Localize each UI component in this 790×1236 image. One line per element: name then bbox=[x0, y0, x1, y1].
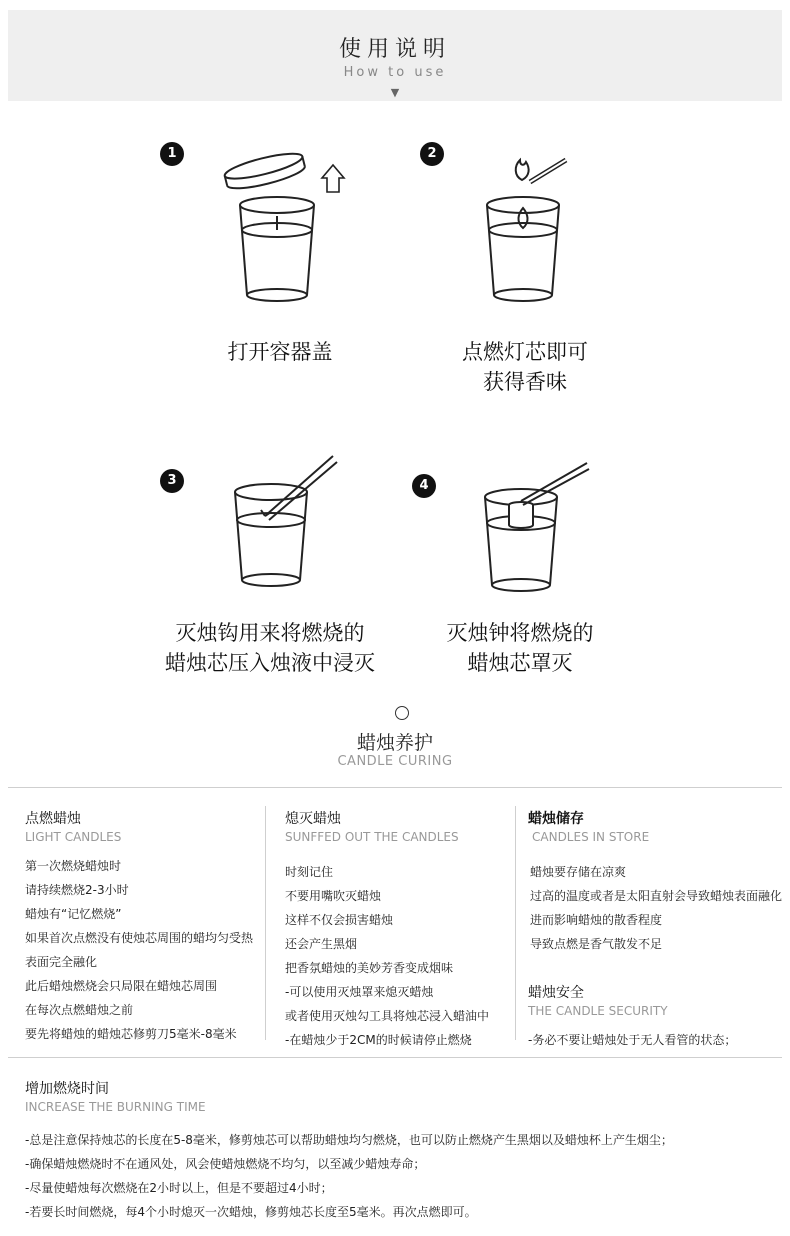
circle-icon bbox=[395, 706, 409, 720]
text-line: 此后蜡烛燃烧会只局限在蜡烛芯周围 bbox=[25, 979, 218, 993]
step-1-caption bbox=[180, 337, 380, 367]
text-line: 不要用嘴吹灭蜡烛 bbox=[285, 889, 382, 903]
step-1-caption-line: 打开容器盖 bbox=[227, 340, 333, 364]
text-line: 蜡烛有“记忆燃烧” bbox=[25, 907, 122, 921]
column-subtitle: SUNFFED OUT THE CANDLES bbox=[285, 830, 459, 844]
text-line: 或者使用灭烛勾工具将烛芯浸入蜡油中 bbox=[285, 1009, 490, 1023]
text-line: 过高的温度或者是太阳直射会导致蜡烛表面融化 bbox=[530, 889, 783, 903]
step-2-badge: 2 bbox=[420, 142, 444, 166]
step-4-badge: 4 bbox=[412, 474, 436, 498]
column-subtitle: THE CANDLE SECURITY bbox=[528, 1004, 668, 1018]
step-1-badge: 1 bbox=[160, 142, 184, 166]
step-3-caption bbox=[150, 618, 390, 678]
step-3-caption-line: 灭烛钩用来将燃烧的 bbox=[175, 621, 365, 645]
text-line: 导致点燃是香气散发不足 bbox=[530, 937, 663, 951]
column-divider bbox=[515, 806, 516, 1040]
column-title: 蜡烛储存 bbox=[528, 811, 584, 827]
column-subtitle: LIGHT CANDLES bbox=[25, 830, 122, 844]
open-lid-illustration bbox=[215, 150, 355, 310]
column-subtitle: CANDLES IN STORE bbox=[532, 830, 650, 844]
text-line: 进而影响蜡烛的散香程度 bbox=[530, 913, 663, 927]
care-title: 蜡烛养护 bbox=[356, 732, 433, 754]
section-title: 增加燃烧时间 bbox=[25, 1081, 109, 1097]
text-line: 表面完全融化 bbox=[25, 955, 98, 969]
section-subtitle: INCREASE THE BURNING TIME bbox=[25, 1100, 206, 1114]
text-line: 如果首次点燃没有使烛芯周围的蜡均匀受热 bbox=[25, 931, 254, 945]
text-line: 在每次点燃蜡烛之前 bbox=[25, 1003, 134, 1017]
text-line: -尽量使蜡烛每次燃烧在2小时以上，但是不要超过4小时； bbox=[25, 1181, 333, 1195]
text-line: 还会产生黑烟 bbox=[285, 937, 358, 951]
text-line: -总是注意保持烛芯的长度在5-8毫米，修剪烛芯可以帮助蜡烛均匀燃烧，也可以防止燃烧产生黑烟以及蜡烛杯上产生烟尘； bbox=[25, 1133, 673, 1147]
step-4-caption-line: 蜡烛芯罩灭 bbox=[467, 651, 573, 675]
step-2-caption-line: 点燃灯芯即可 bbox=[462, 340, 588, 364]
step-3-badge: 3 bbox=[160, 469, 184, 493]
text-line: 要先将蜡烛的蜡烛芯修剪刀5毫米-8毫米 bbox=[25, 1027, 237, 1041]
text-line: 时刻记住 bbox=[285, 865, 334, 879]
text-line: -可以使用灭烛罩来熄灭蜡烛 bbox=[285, 985, 434, 999]
light-wick-illustration bbox=[470, 150, 610, 310]
step-2-caption bbox=[425, 337, 625, 397]
page-title: 使用说明 bbox=[338, 37, 451, 62]
burning-time-section bbox=[25, 1078, 673, 1224]
section-header bbox=[8, 10, 782, 101]
column-divider bbox=[265, 806, 266, 1040]
step-4-caption-line: 灭烛钟将燃烧的 bbox=[446, 621, 594, 645]
text-line: 第一次燃烧蜡烛时 bbox=[25, 859, 122, 873]
snuff-candles-column bbox=[285, 808, 489, 1052]
store-candles-column bbox=[528, 808, 782, 956]
triangle-down-icon: ▼ bbox=[390, 86, 400, 99]
text-line: 蜡烛要存储在凉爽 bbox=[530, 865, 627, 879]
column-title: 点燃蜡烛 bbox=[25, 811, 81, 827]
column-title: 蜡烛安全 bbox=[528, 985, 584, 1001]
divider bbox=[8, 787, 782, 788]
text-line: -若要长时间燃烧，每4个小时熄灭一次蜡烛，修剪烛芯长度至5毫米。再次点燃即可。 bbox=[25, 1205, 477, 1219]
text-line: -在蜡烛少于2CM的时候请停止燃烧 bbox=[285, 1033, 472, 1047]
step-4-caption bbox=[415, 618, 625, 678]
text-line: 请持续燃烧2-3小时 bbox=[25, 883, 129, 897]
text-line: -务必不要让蜡烛处于无人看管的状态； bbox=[528, 1033, 737, 1047]
candle-safety-column bbox=[528, 982, 736, 1052]
text-line: 这样不仅会损害蜡烛 bbox=[285, 913, 394, 927]
snuff-hook-illustration bbox=[225, 450, 345, 595]
care-subtitle: CANDLE CURING bbox=[337, 754, 453, 769]
snuff-bell-illustration bbox=[475, 455, 600, 600]
column-title: 熄灭蜡烛 bbox=[285, 811, 341, 827]
step-3-caption-line: 蜡烛芯压入烛液中浸灭 bbox=[165, 651, 375, 675]
text-line: 把香氛蜡烛的美妙芳香变成烟味 bbox=[285, 961, 454, 975]
divider bbox=[8, 1057, 782, 1058]
text-line: -确保蜡烛燃烧时不在通风处，风会使蜡烛燃烧不均匀，以至减少蜡烛寿命； bbox=[25, 1157, 426, 1171]
light-candles-column bbox=[25, 808, 253, 1046]
step-2-caption-line: 获得香味 bbox=[483, 370, 567, 394]
page-subtitle: How to use bbox=[343, 65, 447, 80]
